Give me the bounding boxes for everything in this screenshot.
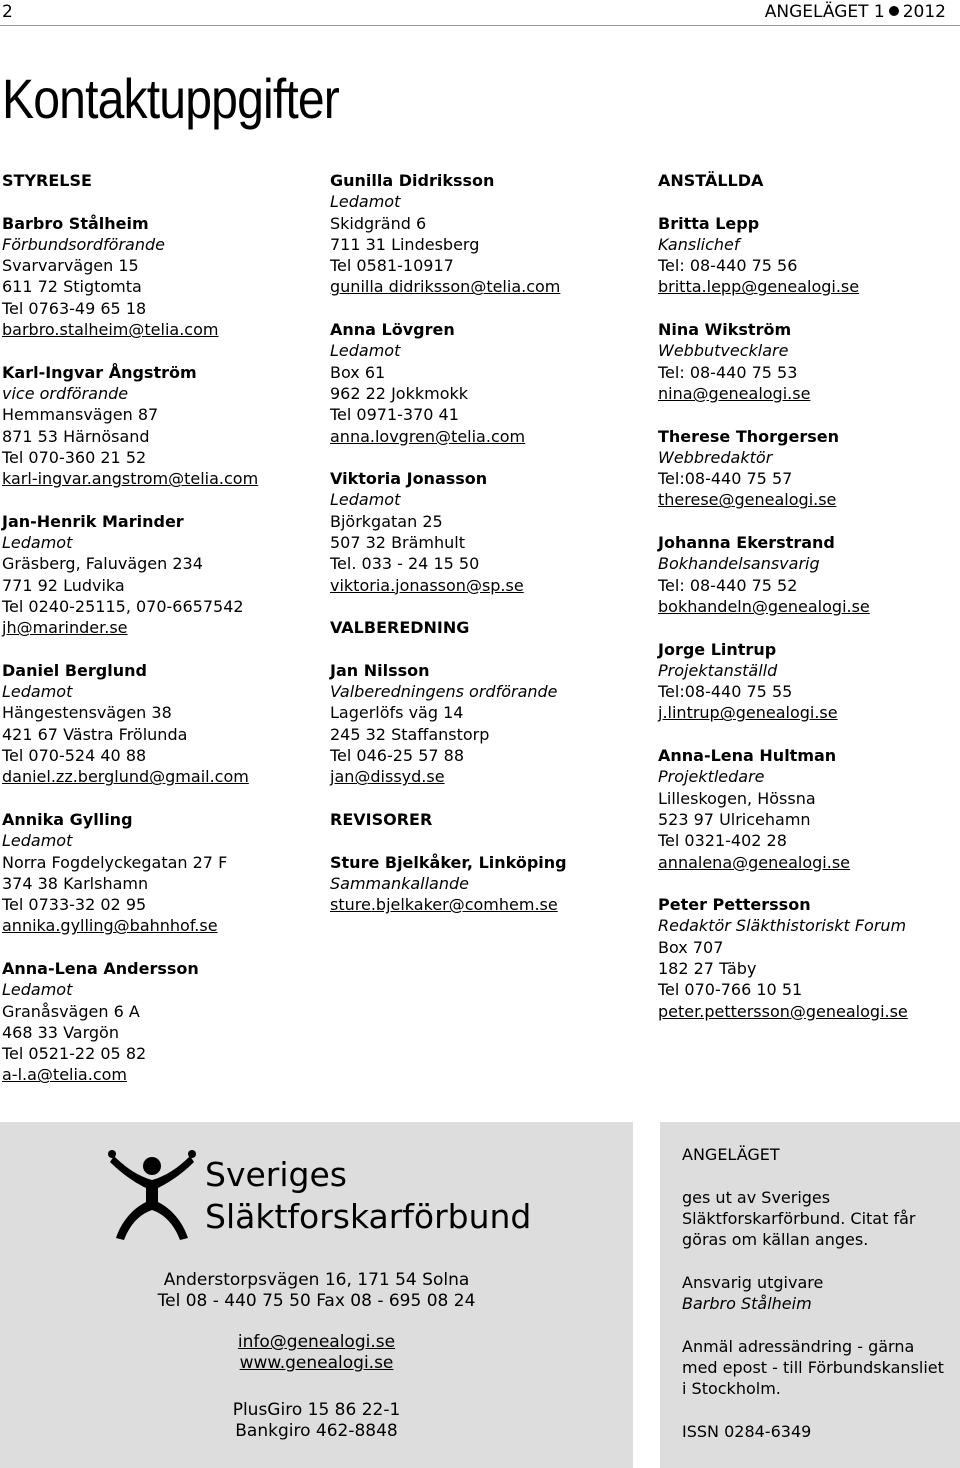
contact-detail: Box 707: [658, 937, 724, 957]
contact-role: Ledamot: [2, 831, 73, 851]
contact-email-link[interactable]: jh@marinder.se: [2, 618, 128, 638]
contact-detail: Tel 070-766 10 51: [658, 980, 803, 1000]
contact-column-2: [330, 170, 640, 937]
contact-annika-gylling: [2, 809, 312, 937]
contact-email-link[interactable]: annika.gylling@bahnhof.se: [2, 916, 218, 936]
contact-detail: Hemmansvägen 87: [2, 405, 159, 425]
contact-name: Anna-Lena Hultman: [658, 746, 837, 766]
contact-therese-thorgersen: [658, 426, 960, 511]
contact-name: Therese Thorgersen: [658, 426, 839, 446]
contact-barbro-stalheim: [2, 213, 312, 341]
running-year: 2012: [902, 2, 946, 22]
org-address: Anderstorpsvägen 16, 171 54 Solna Tel 08 - 440 75 50 Fax 08 - 695 08 24: [157, 1270, 476, 1311]
contact-detail: 374 38 Karlshamn: [2, 873, 149, 893]
contact-johanna-ekerstrand: [658, 532, 960, 617]
section-heading-revisorer: REVISORER: [330, 809, 433, 829]
contact-column-3: [658, 170, 960, 1043]
contact-name: Jan-Henrik Marinder: [2, 511, 184, 531]
contact-detail: Tel 0240-25115, 070-6657542: [2, 596, 244, 616]
contact-role: Ledamot: [330, 490, 401, 510]
contact-name: Gunilla Didriksson: [330, 171, 495, 190]
contact-name: Jan Nilsson: [330, 660, 430, 680]
contact-email-link[interactable]: peter.pettersson@genealogi.se: [658, 1001, 908, 1021]
contact-detail: Tel 0581-10917: [330, 256, 454, 276]
contact-name: Daniel Berglund: [2, 660, 147, 680]
contact-detail: Tel 0321-402 28: [658, 831, 787, 851]
contact-viktoria-jonasson: [330, 468, 640, 596]
contact-detail: Tel 0763-49 65 18: [2, 298, 147, 318]
contact-email-link[interactable]: viktoria.jonasson@sp.se: [330, 575, 524, 595]
contact-britta-lepp: [658, 213, 960, 298]
contact-detail: Granåsvägen 6 A: [2, 1001, 140, 1021]
contact-email-link[interactable]: barbro.stalheim@telia.com: [2, 320, 219, 340]
contact-detail: Tel 0733-32 02 95: [2, 895, 147, 915]
contact-detail: 507 32 Brämhult: [330, 533, 466, 553]
contact-sture-bjelkaker-linkoping: [330, 852, 640, 916]
contact-name: Jorge Lintrup: [658, 639, 777, 659]
contact-email-link[interactable]: annalena@genealogi.se: [658, 852, 851, 872]
contact-detail: Gräsberg, Faluvägen 234: [2, 554, 203, 574]
contact-detail: Tel 0971-370 41: [330, 405, 459, 425]
contact-email-link[interactable]: jan@dissyd.se: [330, 767, 445, 787]
contact-gunilla-didriksson: [330, 170, 640, 298]
section-heading-anstallda: ANSTÄLLDA: [658, 171, 764, 190]
contact-role: vice ordförande: [2, 383, 129, 403]
contact-detail: Tel: 08-440 75 52: [658, 575, 798, 595]
contact-detail: Lilleskogen, Hössna: [658, 788, 816, 808]
contact-name: Peter Pettersson: [658, 895, 811, 915]
contact-role: Ledamot: [2, 980, 73, 1000]
running-title: ANGELÄGET 1: [764, 2, 885, 22]
org-payment: PlusGiro 15 86 22-1 Bankgiro 462-8848: [232, 1400, 401, 1441]
contact-detail: Tel: 08-440 75 56: [658, 256, 798, 276]
contact-role: Redaktör Släkthistoriskt Forum: [658, 916, 907, 936]
family-tree-logo-icon: [108, 1150, 196, 1242]
contact-detail: Tel:08-440 75 55: [658, 682, 793, 702]
contact-detail: 182 27 Täby: [658, 958, 757, 978]
contact-role: Kanslichef: [658, 234, 740, 254]
contact-role: Ledamot: [2, 533, 73, 553]
contact-name: Annika Gylling: [2, 809, 133, 829]
contact-detail: Box 61: [330, 362, 386, 382]
contact-detail: 611 72 Stigtomta: [2, 277, 142, 297]
contact-detail: 421 67 Västra Frölunda: [2, 724, 188, 744]
contact-role: Ledamot: [330, 341, 401, 361]
contact-jan-nilsson: [330, 660, 640, 788]
contact-column-1: [2, 170, 312, 1107]
contact-detail: Tel:08-440 75 57: [658, 469, 793, 489]
contact-email-link[interactable]: gunilla didriksson@telia.com: [330, 277, 561, 297]
contact-email-link[interactable]: daniel.zz.berglund@gmail.com: [2, 767, 249, 787]
contact-role: Projektledare: [658, 767, 765, 787]
contact-role: Projektanställd: [658, 660, 778, 680]
contact-role: Sammankallande: [330, 873, 469, 893]
contact-detail: 871 53 Härnösand: [2, 426, 150, 446]
masthead-text: ges ut av Sveriges Släktforskarförbund. Citat får göras om källan anges.: [682, 1187, 916, 1250]
contact-detail: Tel 070-360 21 52: [2, 447, 147, 467]
contact-email-link[interactable]: therese@genealogi.se: [658, 490, 837, 510]
contact-email-link[interactable]: sture.bjelkaker@comhem.se: [330, 895, 558, 915]
contact-name: Johanna Ekerstrand: [658, 533, 835, 553]
contact-anna-lena-hultman: [658, 745, 960, 873]
publisher-box: [0, 1122, 633, 1468]
contact-name: Britta Lepp: [658, 213, 760, 233]
contact-peter-pettersson: [658, 894, 960, 1022]
contact-email-link[interactable]: karl-ingvar.angstrom@telia.com: [2, 469, 259, 489]
responsible-publisher: Ansvarig utgivare Barbro Stålheim: [682, 1272, 824, 1314]
contact-detail: Norra Fogdelyckegatan 27 F: [2, 852, 228, 872]
contact-detail: Hängestensvägen 38: [2, 703, 172, 723]
org-links: [0, 1332, 633, 1374]
contact-role: Ledamot: [330, 192, 401, 212]
contact-detail: 771 92 Ludvika: [2, 575, 125, 595]
contact-name: Karl-Ingvar Ångström: [2, 362, 197, 382]
contact-name: Nina Wikström: [658, 320, 792, 340]
contact-name: Barbro Stålheim: [2, 213, 149, 233]
contact-detail: Lagerlöfs väg 14: [330, 703, 464, 723]
contact-detail: 711 31 Lindesberg: [330, 234, 480, 254]
organization-logo-text: Sveriges Släktforskarförbund: [205, 1155, 532, 1236]
contact-detail: Tel: 08-440 75 53: [658, 362, 798, 382]
contact-role: Förbundsordförande: [2, 234, 165, 254]
contact-email-link[interactable]: nina@genealogi.se: [658, 383, 811, 403]
contact-role: Webbredaktör: [658, 447, 773, 467]
header-rule: [0, 25, 960, 26]
contact-role: Bokhandelsansvarig: [658, 554, 820, 574]
contact-name: Sture Bjelkåker, Linköping: [330, 852, 567, 872]
page-number: 2: [2, 2, 13, 22]
masthead-box: [660, 1122, 960, 1468]
contact-detail: 523 97 Ulricehamn: [658, 809, 811, 829]
contact-detail: Tel. 033 - 24 15 50: [330, 554, 480, 574]
contact-nina-wikstrom: [658, 319, 960, 404]
contact-name: Viktoria Jonasson: [330, 469, 488, 489]
contact-name: Anna Lövgren: [330, 320, 455, 340]
issn: ISSN 0284-6349: [682, 1421, 812, 1441]
contact-anna-lovgren: [330, 319, 640, 447]
masthead-heading: ANGELÄGET: [682, 1145, 780, 1164]
contact-email-link[interactable]: j.lintrup@genealogi.se: [658, 703, 838, 723]
contact-detail: 468 33 Vargön: [2, 1022, 119, 1042]
contact-daniel-berglund: [2, 660, 312, 788]
contact-name: Anna-Lena Andersson: [2, 958, 199, 978]
section-heading-valberedning: VALBEREDNING: [330, 618, 470, 638]
contact-anna-lena-andersson: [2, 958, 312, 1086]
contact-role: Ledamot: [2, 682, 73, 702]
bullet-dot-icon: [889, 6, 899, 16]
contact-email-link[interactable]: anna.lovgren@telia.com: [330, 426, 526, 446]
contact-detail: Tel 0521-22 05 82: [2, 1044, 147, 1064]
contact-detail: 962 22 Jokkmokk: [330, 383, 469, 403]
org-web-link[interactable]: www.genealogi.se: [239, 1353, 394, 1373]
contact-detail: Tel 046-25 57 88: [330, 746, 464, 766]
contact-detail: Björkgatan 25: [330, 511, 443, 531]
contact-email-link[interactable]: britta.lepp@genealogi.se: [658, 277, 860, 297]
contact-karl-ingvar-angstrom: [2, 362, 312, 490]
contact-jan-henrik-marinder: [2, 511, 312, 639]
page-title: Kontaktuppgifter: [2, 67, 339, 130]
contact-email-link[interactable]: bokhandeln@genealogi.se: [658, 596, 870, 616]
contact-detail: Tel 070-524 40 88: [2, 746, 147, 766]
contact-role: Valberedningens ordförande: [330, 682, 558, 702]
contact-detail: 245 32 Staffanstorp: [330, 724, 490, 744]
contact-detail: Skidgränd 6: [330, 213, 427, 233]
contact-email-link[interactable]: a-l.a@telia.com: [2, 1065, 127, 1085]
org-email-link[interactable]: info@genealogi.se: [237, 1332, 396, 1352]
section-heading-styrelse: STYRELSE: [2, 171, 92, 190]
address-change-note: Anmäl adressändring - gärna med epost - till Förbundskansliet i Stockholm.: [682, 1336, 944, 1399]
contact-jorge-lintrup: [658, 639, 960, 724]
contact-detail: Svarvarvägen 15: [2, 256, 139, 276]
contact-role: Webbutvecklare: [658, 341, 789, 361]
running-header: [765, 2, 946, 22]
